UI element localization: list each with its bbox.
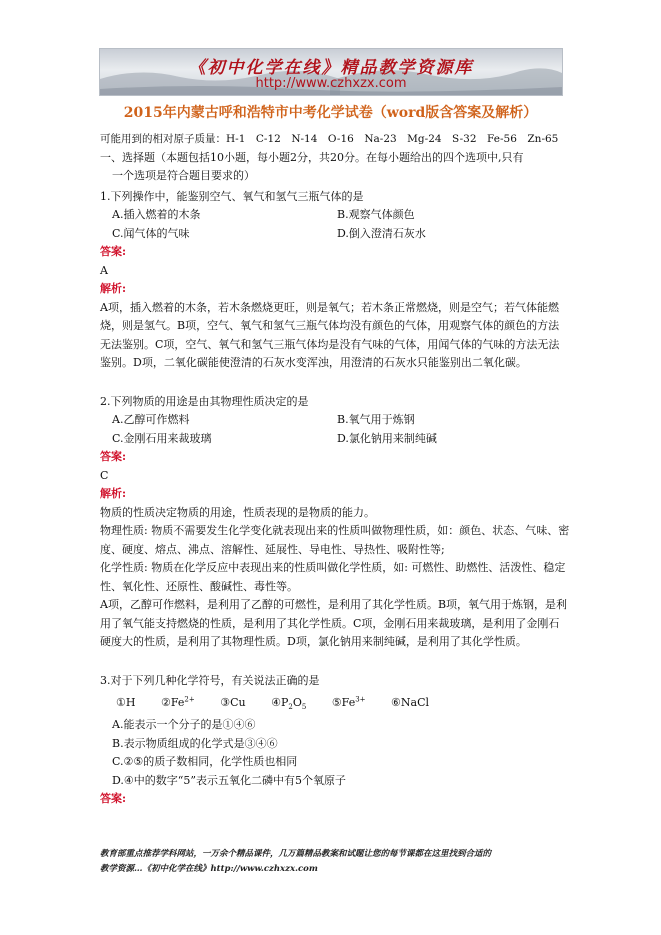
q2-analysis-p3: 化学性质: 物质在化学反应中表现出来的性质叫做化学性质，如: 可燃性、助燃性、活泼性、稳定性、氧化性、还原性、酸碱性、毒性等。 [100, 561, 566, 593]
q3-symbol-6: ⑥NaCl [391, 695, 430, 709]
section-heading-line1: 一、选择题（本题包括10小题，每小题2分，共20分。在每小题给出的四个选项中,只有 [100, 150, 524, 164]
q1-stem: 1.下列操作中，能鉴别空气、氧气和氢气三瓶气体的是 [100, 189, 364, 203]
q1-option-d: D.倒入澄清石灰水 [337, 226, 426, 240]
footer-line2: 教学资源…《初中化学在线》http://www.czhxzx.com [100, 864, 318, 874]
q2-option-c: C.金刚石用来裁玻璃 [112, 431, 212, 445]
document-title: 2015年内蒙古呼和浩特市中考化学试卷（word版含答案及解析） [123, 105, 538, 121]
q2-option-b: B.氧气用于炼钢 [337, 413, 415, 426]
q1-option-c: C.闻气体的气味 [112, 226, 190, 240]
q2-answer: C [100, 468, 109, 482]
q2-options-row2 [100, 430, 570, 449]
q2-option-d: D.氯化钠用来制纯碱 [337, 431, 437, 445]
q3-option-d: D.④中的数字“5”表示五氧化二磷中有5个氧原子 [112, 773, 347, 787]
q3-symbol-5: $⑤Fe^{3+}$ [331, 695, 366, 709]
q1-analysis: A项，插入燃着的木条，若木条燃烧更旺，则是氧气；若木条正常燃烧，则是空气；若气体能燃烧，则是氢气。B项，空气、氧气和氢气三瓶气体均没有颜色的气体，用观察气体的颜色的方法无法鉴别。C项，空气、氧气和氢气三瓶气体均是没有气味的气体，用闻气体的气味的方法无法鉴别。D项，二氧化碳能使澄清的石灰水变浑浊，用澄清的石灰水只能鉴别出二氧化碳。 [100, 300, 560, 369]
q3-option-c: C.②⑤的质子数相同，化学性质也相同 [112, 755, 298, 769]
banner-url[interactable]: http://www.czhxzx.com [255, 76, 407, 91]
header-banner [99, 48, 563, 96]
section-heading-line2: 一个选项是符合题目要求的） [112, 169, 255, 182]
atomic-masses: 可能用到的相对原子质量：H-1 C-12 N-14 O-16 Na-23 Mg-24 S-32 Fe-56 Zn-65 [100, 133, 559, 145]
q3-symbol-1: ①H [116, 695, 136, 709]
q2-stem: 2.下列物质的用途是由其物理性质决定的是 [100, 394, 309, 408]
q3-symbol-4: $④P_2O_5$ [271, 695, 307, 711]
q1-answer: A [100, 263, 108, 277]
page-footer [100, 847, 570, 877]
q1-options-row2 [100, 225, 570, 244]
q2-analysis-label: 解析: [100, 487, 127, 500]
q3-option-b: B.表示物质组成的化学式是③④⑥ [112, 736, 278, 750]
q1-option-b: B.观察气体颜色 [337, 208, 415, 221]
q2-analysis-p2: 物理性质: 物质不需要发生化学变化就表现出来的性质叫做物理性质，如：颜色、状态、气味、密度、硬度、熔点、沸点、溶解性、延展性、导电性、导热性、吸附性等; [100, 524, 570, 556]
q1-answer-label: 答案: [100, 245, 127, 258]
q3-symbols [100, 690, 570, 716]
document-body [100, 130, 570, 809]
q1-options-row1 [100, 206, 570, 225]
q1-analysis-label: 解析: [100, 282, 127, 295]
q2-analysis-p4: A项，乙醇可作燃料，是利用了乙醇的可燃性，是利用了其化学性质。B项，氧气用于炼钢，是利用了氧气能支持燃烧的性质，是利用了其化学性质。C项，金刚石用来裁玻璃，是利用了金刚石硬度大的性质，是利用了其物理性质。D项，氯化钠用来制纯碱，是利用了其化学性质。 [100, 598, 568, 648]
q2-analysis-p1: 物质的性质决定物质的用途，性质表现的是物质的能力。 [100, 505, 375, 519]
q1-option-a: A.插入燃着的木条 [112, 208, 201, 221]
q2-option-a: A.乙醇可作燃料 [112, 413, 190, 426]
q3-symbol-2: $②Fe^{2+}$ [160, 695, 195, 709]
footer-line1: 教育部重点推荐学科网站，一万余个精品课件，几万篇精品教案和试题让您的每节课都在这里找到合适的 [100, 849, 492, 859]
q3-answer-label: 答案: [100, 792, 127, 806]
q3-stem: 3.对于下列几种化学符号，有关说法正确的是 [100, 673, 320, 687]
q3-option-a: A.能表示一个分子的是①④⑥ [112, 718, 256, 732]
q2-answer-label: 答案: [100, 450, 127, 463]
banner-title: 《初中化学在线》精品教学资源库 [188, 58, 474, 78]
q2-options-row1 [100, 411, 570, 430]
q3-symbol-3: ③Cu [220, 695, 246, 709]
